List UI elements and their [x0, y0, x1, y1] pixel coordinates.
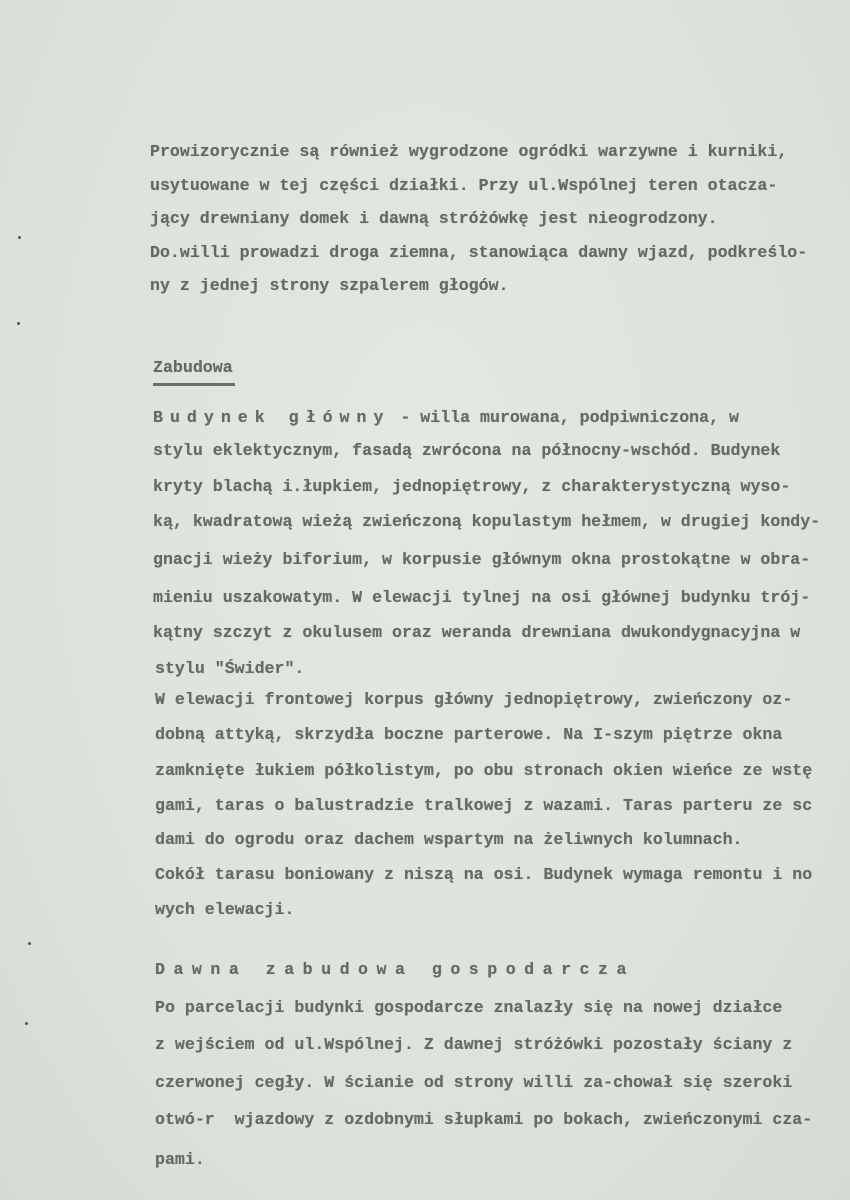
text-line: kryty blachą i.łupkiem, jednopiętrowy, z charakterystyczną wyso- [153, 477, 791, 496]
speck [25, 1022, 28, 1025]
text-line: Cokół tarasu boniowany z niszą na osi. Budynek wymaga remontu i no [155, 865, 813, 884]
text-line: wych elewacji. [155, 900, 295, 919]
text-line: jący drewniany domek i dawną stróżówkę jest nieogrodzony. [150, 209, 718, 228]
text-line: ny z jednej strony szpalerem głogów. [150, 276, 509, 295]
text-line: z wejściem od ul.Wspólnej. Z dawnej stróżówki pozostały ściany z [155, 1035, 793, 1054]
text-line: dami do ogrodu oraz dachem wspartym na żeliwnych kolumnach. [155, 830, 743, 849]
text-line: gnacji wieży biforium, w korpusie głównym okna prostokątne w obra- [153, 550, 811, 569]
text-line: dobną attyką, skrzydła boczne parterowe. Na I-szym piętrze okna [155, 725, 783, 744]
text-line: czerwonej cegły. W ścianie od strony willi za-chował się szeroki [155, 1073, 793, 1092]
text-line: otwó-r wjazdowy z ozdobnymi słupkami po bokach, zwieńczonymi cza- [155, 1110, 813, 1129]
text-line: W elewacji frontowej korpus główny jednopiętrowy, zwieńczony oz- [155, 690, 793, 709]
text-line: zamknięte łukiem półkolistym, po obu stronach okien wieńce ze wstę [155, 761, 813, 780]
speck [17, 322, 20, 325]
text-line: ką, kwadratową wieżą zwieńczoną kopulastym hełmem, w drugiej kondy- [153, 512, 821, 531]
text-line: usytuowane w tej części działki. Przy ul.Wspólnej teren otacza- [150, 176, 778, 195]
text-line: pami. [155, 1150, 205, 1169]
text-line: Po parcelacji budynki gospodarcze znalazły się na nowej działce [155, 998, 783, 1017]
text-line: stylu "Świder". [155, 659, 305, 678]
text-line: Do.willi prowadzi droga ziemna, stanowiąca dawny wjazd, podkreślo- [150, 243, 808, 262]
text-line: - willa murowana, podpiwniczona, w [390, 408, 739, 427]
text-line: mieniu uszakowatym. W elewacji tylnej na osi głównej budynku trój- [153, 588, 811, 607]
section-heading: Zabudowa [153, 358, 233, 377]
text-line: kątny szczyt z okulusem oraz weranda drewniana dwukondygnacyjna w [153, 623, 801, 642]
text-line: gami, taras o balustradzie tralkowej z wazami. Taras parteru ze sc [155, 796, 813, 815]
heading-underline [153, 383, 235, 386]
main-building-line [153, 408, 739, 428]
speck [18, 236, 21, 239]
text-line: Prowizorycznie są również wygrodzone ogródki warzywne i kurniki, [150, 142, 788, 161]
main-building-heading: Budynek główny [153, 408, 391, 427]
text-line: stylu eklektycznym, fasadą zwrócona na północny-wschód. Budynek [153, 441, 781, 460]
farm-buildings-heading: Dawna zabudowa gospodarcza [155, 960, 635, 979]
speck [28, 942, 31, 945]
